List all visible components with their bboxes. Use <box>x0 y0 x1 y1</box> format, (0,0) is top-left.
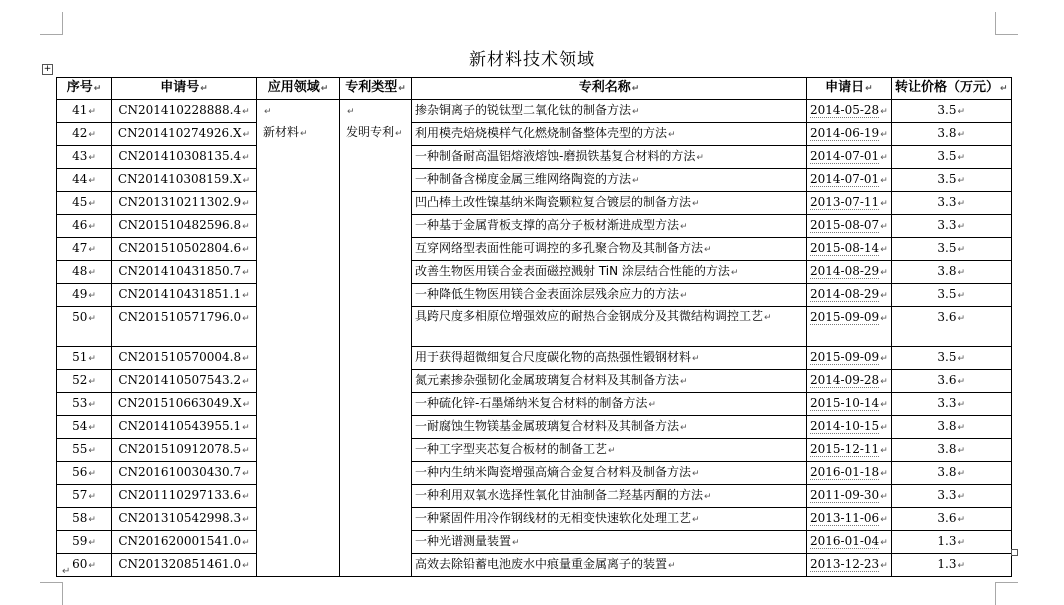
cell-app-no[interactable]: CN201510571796.0↵ <box>112 307 257 347</box>
cell-patent-name[interactable]: 一种制备含梯度金属三维网络陶瓷的方法↵ <box>412 169 807 192</box>
table-row <box>57 462 1012 485</box>
cell-app-date[interactable]: 2014-09-28↵ <box>807 370 892 393</box>
cell-seq[interactable]: 46↵ <box>57 215 112 238</box>
header-patent-name: 专利名称↵ <box>412 78 807 100</box>
cell-seq[interactable]: 48↵ <box>57 261 112 284</box>
cell-seq[interactable]: 47↵ <box>57 238 112 261</box>
table-row <box>57 238 1012 261</box>
cell-patent-name[interactable]: 凹凸棒土改性镍基纳米陶瓷颗粒复合镀层的制备方法↵ <box>412 192 807 215</box>
table-row <box>57 146 1012 169</box>
cell-seq[interactable]: 57↵ <box>57 485 112 508</box>
cell-seq[interactable]: 50↵ <box>57 307 112 347</box>
table-resize-handle[interactable] <box>1011 549 1018 556</box>
cell-price[interactable]: 3.3↵ <box>891 215 1011 238</box>
cell-price[interactable]: 3.8↵ <box>891 439 1011 462</box>
table-row <box>57 192 1012 215</box>
cell-patent-name[interactable]: 高效去除铅蓄电池废水中痕量重金属离子的装置↵ <box>412 554 807 577</box>
cell-seq[interactable]: 59↵ <box>57 531 112 554</box>
cell-patent-name[interactable]: 一种内生纳米陶瓷增强高熵合金复合材料及制备方法↵ <box>412 462 807 485</box>
cell-seq[interactable]: 44↵ <box>57 169 112 192</box>
table-row <box>57 100 1012 123</box>
cell-app-no[interactable]: CN201410431851.1↵ <box>112 284 257 307</box>
table-row <box>57 554 1012 577</box>
cell-app-no[interactable]: CN201510482596.8↵ <box>112 215 257 238</box>
header-app-date: 申请日↵ <box>807 78 892 100</box>
cell-patent-name[interactable]: 一种工字型夹芯复合板材的制备工艺↵ <box>412 439 807 462</box>
cell-seq[interactable]: 42↵ <box>57 123 112 146</box>
cell-app-date[interactable]: 2011-09-30↵ <box>807 485 892 508</box>
cell-patent-name[interactable]: 用于获得超微细复合尺度碳化物的高热强性锻钢材料↵ <box>412 347 807 370</box>
cell-app-date[interactable]: 2015-08-14↵ <box>807 238 892 261</box>
document-title: 新材料技术领域 <box>469 50 595 70</box>
cell-app-no[interactable]: CN201410431850.7↵ <box>112 261 257 284</box>
cell-price[interactable]: 3.5↵ <box>891 146 1011 169</box>
cell-app-no[interactable]: CN201410308159.X↵ <box>112 169 257 192</box>
table-move-handle-icon[interactable]: + <box>43 64 52 74</box>
cell-app-date[interactable]: 2014-10-15↵ <box>807 416 892 439</box>
cell-app-date[interactable]: 2015-10-14↵ <box>807 393 892 416</box>
cell-app-date[interactable]: 2014-08-29↵ <box>807 261 892 284</box>
cell-app-date[interactable]: 2014-05-28↵ <box>807 100 892 123</box>
table-row <box>57 261 1012 284</box>
cell-app-no[interactable]: CN201410228888.4↵ <box>112 100 257 123</box>
cell-app-date[interactable]: 2014-07-01↵ <box>807 169 892 192</box>
cell-app-date[interactable]: 2016-01-18↵ <box>807 462 892 485</box>
cell-app-no[interactable]: CN201610030430.7↵ <box>112 462 257 485</box>
table-row <box>57 439 1012 462</box>
cell-app-no[interactable]: CN201410274926.X↵ <box>112 123 257 146</box>
patent-table <box>56 77 1012 577</box>
table-row <box>57 393 1012 416</box>
header-price: 转让价格（万元）↵ <box>891 78 1011 100</box>
cell-app-no[interactable]: CN201510912078.5↵ <box>112 439 257 462</box>
table-row <box>57 370 1012 393</box>
cell-app-date[interactable]: 2014-07-01↵ <box>807 146 892 169</box>
cell-seq[interactable]: 45↵ <box>57 192 112 215</box>
cell-app-no[interactable]: CN201410308135.4↵ <box>112 146 257 169</box>
cell-app-no[interactable]: CN201620001541.0↵ <box>112 531 257 554</box>
cell-field-merged[interactable]: ↵ 新材料↵ <box>257 100 340 577</box>
cell-app-no[interactable]: CN201510663049.X↵ <box>112 393 257 416</box>
cell-seq[interactable]: 52↵ <box>57 370 112 393</box>
cell-app-date[interactable]: 2015-09-09↵ <box>807 347 892 370</box>
cell-price[interactable]: 1.3↵ <box>891 531 1011 554</box>
cell-app-no[interactable]: CN201410543955.1↵ <box>112 416 257 439</box>
cell-seq[interactable]: 60↵ <box>57 554 112 577</box>
cell-price[interactable]: 3.5↵ <box>891 284 1011 307</box>
cell-app-date[interactable]: 2015-09-09↵ <box>807 307 892 347</box>
cell-app-date[interactable]: 2013-12-23↵ <box>807 554 892 577</box>
paragraph-mark-icon: ↵ <box>62 566 71 577</box>
cell-app-no[interactable]: CN201510570004.8↵ <box>112 347 257 370</box>
cell-price[interactable]: 3.8↵ <box>891 462 1011 485</box>
table-row <box>57 531 1012 554</box>
cell-price[interactable]: 3.5↵ <box>891 238 1011 261</box>
cell-seq[interactable]: 49↵ <box>57 284 112 307</box>
cell-patent-name[interactable]: 一种制备耐高温铝熔液熔蚀-磨损铁基复合材料的方法↵ <box>412 146 807 169</box>
cell-app-date[interactable]: 2013-11-06↵ <box>807 508 892 531</box>
cell-patent-name[interactable]: 一种基于金属背板支撑的高分子板材渐进成型方法↵ <box>412 215 807 238</box>
table-row <box>57 416 1012 439</box>
cell-price[interactable]: 3.8↵ <box>891 123 1011 146</box>
cell-patent-name[interactable]: 互穿网络型表面性能可调控的多孔聚合物及其制备方法↵ <box>412 238 807 261</box>
table-row <box>57 347 1012 370</box>
cell-app-date[interactable]: 2013-07-11↵ <box>807 192 892 215</box>
cell-app-date[interactable]: 2016-01-04↵ <box>807 531 892 554</box>
cell-patent-name[interactable]: 一种利用双氧水选择性氧化甘油制备二羟基丙酮的方法↵ <box>412 485 807 508</box>
cell-price[interactable]: 3.5↵ <box>891 100 1011 123</box>
cell-seq[interactable]: 41↵ <box>57 100 112 123</box>
cell-price[interactable]: 3.6↵ <box>891 307 1011 347</box>
cell-price[interactable]: 1.3↵ <box>891 554 1011 577</box>
cell-price[interactable]: 3.6↵ <box>891 370 1011 393</box>
page-corner-top-left <box>40 12 63 35</box>
cell-patent-name[interactable]: 一种硫化锌-石墨烯纳米复合材料的制备方法↵ <box>412 393 807 416</box>
table-row <box>57 307 1012 347</box>
cell-price[interactable]: 3.3↵ <box>891 485 1011 508</box>
table-row <box>57 485 1012 508</box>
cell-price[interactable]: 3.5↵ <box>891 169 1011 192</box>
cell-seq[interactable]: 43↵ <box>57 146 112 169</box>
cell-patent-name[interactable]: 具跨尺度多相原位增强效应的耐热合金钢成分及其微结构调控工艺↵ <box>412 307 807 347</box>
table-row <box>57 508 1012 531</box>
cell-patent-name[interactable]: 一种紧固件用冷作钢线材的无相变快速软化处理工艺↵ <box>412 508 807 531</box>
table-row <box>57 215 1012 238</box>
cell-price[interactable]: 3.8↵ <box>891 416 1011 439</box>
cell-price[interactable]: 3.6↵ <box>891 508 1011 531</box>
header-patent-type: 专利类型↵ <box>340 78 412 100</box>
cell-seq[interactable]: 56↵ <box>57 462 112 485</box>
cell-seq[interactable]: 55↵ <box>57 439 112 462</box>
cell-patent-type-merged[interactable]: ↵ 发明专利↵ <box>340 100 412 577</box>
header-seq: 序号↵ <box>57 78 112 100</box>
cell-price[interactable]: 3.3↵ <box>891 393 1011 416</box>
cell-patent-name[interactable]: 一种光谱测量装置↵ <box>412 531 807 554</box>
cell-app-no[interactable]: CN201510502804.6↵ <box>112 238 257 261</box>
cell-app-date[interactable]: 2014-08-29↵ <box>807 284 892 307</box>
cell-app-no[interactable]: CN201310542998.3↵ <box>112 508 257 531</box>
cell-patent-name[interactable]: 一耐腐蚀生物镁基金属玻璃复合材料及其制备方法↵ <box>412 416 807 439</box>
cell-app-no[interactable]: CN201410507543.2↵ <box>112 370 257 393</box>
cell-patent-name[interactable]: 掺杂铜离子的锐钛型二氧化钛的制备方法↵ <box>412 100 807 123</box>
cell-patent-name[interactable]: 利用模壳焙烧模样气化燃烧制备整体壳型的方法↵ <box>412 123 807 146</box>
cell-seq[interactable]: 58↵ <box>57 508 112 531</box>
page-corner-top-right <box>995 12 1018 35</box>
cell-seq[interactable]: 53↵ <box>57 393 112 416</box>
cell-app-date[interactable]: 2015-12-11↵ <box>807 439 892 462</box>
cell-app-date[interactable]: 2015-08-07↵ <box>807 215 892 238</box>
cell-patent-name[interactable]: 一种降低生物医用镁合金表面涂层残余应力的方法↵ <box>412 284 807 307</box>
cell-price[interactable]: 3.3↵ <box>891 192 1011 215</box>
cell-price[interactable]: 3.8↵ <box>891 261 1011 284</box>
cell-app-no[interactable]: CN201310211302.9↵ <box>112 192 257 215</box>
table-row <box>57 284 1012 307</box>
header-app-no: 申请号↵ <box>112 78 257 100</box>
page-corner-bottom-right <box>995 582 1018 605</box>
table-row <box>57 123 1012 146</box>
header-field: 应用领域↵ <box>257 78 340 100</box>
cell-seq[interactable]: 54↵ <box>57 416 112 439</box>
cell-seq[interactable]: 51↵ <box>57 347 112 370</box>
cell-patent-name[interactable]: 改善生物医用镁合金表面磁控溅射 TiN 涂层结合性能的方法↵ <box>412 261 807 284</box>
page-corner-bottom-left <box>40 582 63 605</box>
table-row <box>57 169 1012 192</box>
cell-app-no[interactable]: CN201320851461.0↵ <box>112 554 257 577</box>
table-header-row <box>57 78 1012 100</box>
cell-app-date[interactable]: 2014-06-19↵ <box>807 123 892 146</box>
cell-patent-name[interactable]: 氮元素掺杂强韧化金属玻璃复合材料及其制备方法↵ <box>412 370 807 393</box>
cell-price[interactable]: 3.5↵ <box>891 347 1011 370</box>
cell-app-no[interactable]: CN201110297133.6↵ <box>112 485 257 508</box>
